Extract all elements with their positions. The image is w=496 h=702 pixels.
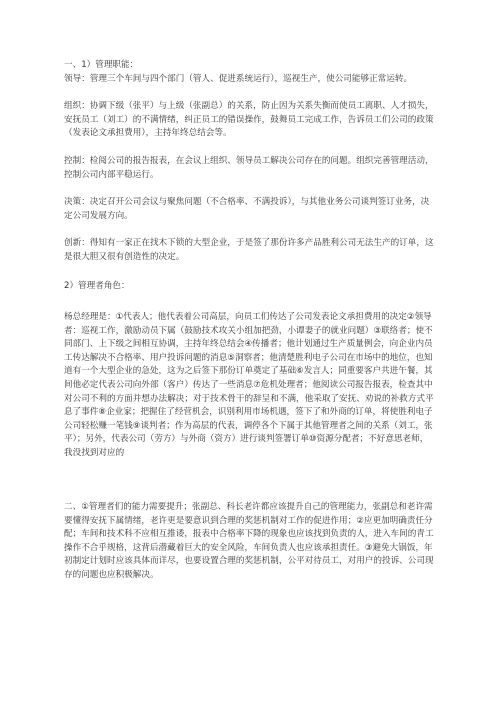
- paragraph-manager-roles: 杨总经理是：①代表人；他代表着公司高层，向员工们传达了公司发表论文承担费用的决定②领导者：巡视工作，激励动员下属（鼓励技术攻关小组加把劲，小谭妻子的就业问题）③联络者；使不同部门、上下级之间相互协调，主持年终总结会④传播者；他计划通过生产质量例会，向企业内员工传达解决不合格率、用户投诉问题的消息⑤洞察者；他清楚胜利电子公司在市场中的地位，也知道有一个大型企业的急处，这为之后签下那份订单奠定了基础⑥发言人；同重要客户共进午餐，其间他必定代表公司向外部（客户）传达了一些消息⑦危机处理者；他阅读公司报告报表，检查其中对公司不利的方面并想办法解决；对于技术骨干的辞呈和不满，他采取了安抚、劝说的补救方式平息了事件⑧企业家；把握住了经营机会，识别利用市场机遇，签下了和外商的订单，将使胜利电子公司轻松赚一笔钱⑨谈判者；作为高层的代表，调停各个下属于其他管理者之间的关系（刘工，张平）；另外，代表公司（劳方）与外商（资方）进行谈判签署订单⑩资源分配者；不好意思老师，我没找到对应的: [64, 312, 434, 458]
- paragraph-decision: 决策：决定召开公司会议与聚焦问题（不合格率、不满投诉），与其他业务公司谈判签订业务，决定公司发展方向。: [64, 197, 430, 221]
- paragraph-innovation: 创新：得知有一家正在找木下锁的大型企业，于是签了那份许多产品胜利公司无法生产的订单，这是很大胆又很有创造性的决定。: [64, 238, 434, 262]
- paragraph-section-2-points: 二、①管理者们的能力需要提升；张副总、科长老许都应该提升自己的管理能力，张副总和老许需要懂得安抚下属情绪，老许更是要意识到合理的奖惩机制对工作的促进作用；②应更加明确责任分配；车间和技术科不应相互推诿，报表中合格率下降的现象也应该找到负责的人，进入车间的青工操作不合乎规格，这背后潜藏着巨大的安全风险，车间负责人也应该承担责任。③避免大锅饭，年初制定计划时应该具体而详尽，也要设置合理的奖惩机制，公平对待员工，对用户的投诉、公司现存的问题也应积极解决。: [64, 502, 434, 580]
- paragraph-leadership: 领导：管理三个车间与四个部门（管人、促进系统运行），巡视生产，使公司能够正常运转。: [64, 74, 413, 84]
- paragraph-organizing: 组织：协调下级（张平）与上级（张副总）的关系，防止因为关系失衡而使员工离职、人才损失，安抚员工（刘工）的不满情绪，纠正员工的错误操作，鼓舞员工完成工作，告诉员工们公司的政策（发表论文承担费用），主持年终总结会等。: [64, 101, 434, 139]
- section-1-heading: 一、1）管理职能：: [64, 60, 139, 70]
- section-2-heading: 2）管理者角色：: [64, 281, 130, 291]
- paragraph-control: 控制：检阅公司的报告报表，在会议上组织、领导员工解决公司存在的问题。组织完善管理活动，控制公司内部平稳运行。: [64, 156, 434, 180]
